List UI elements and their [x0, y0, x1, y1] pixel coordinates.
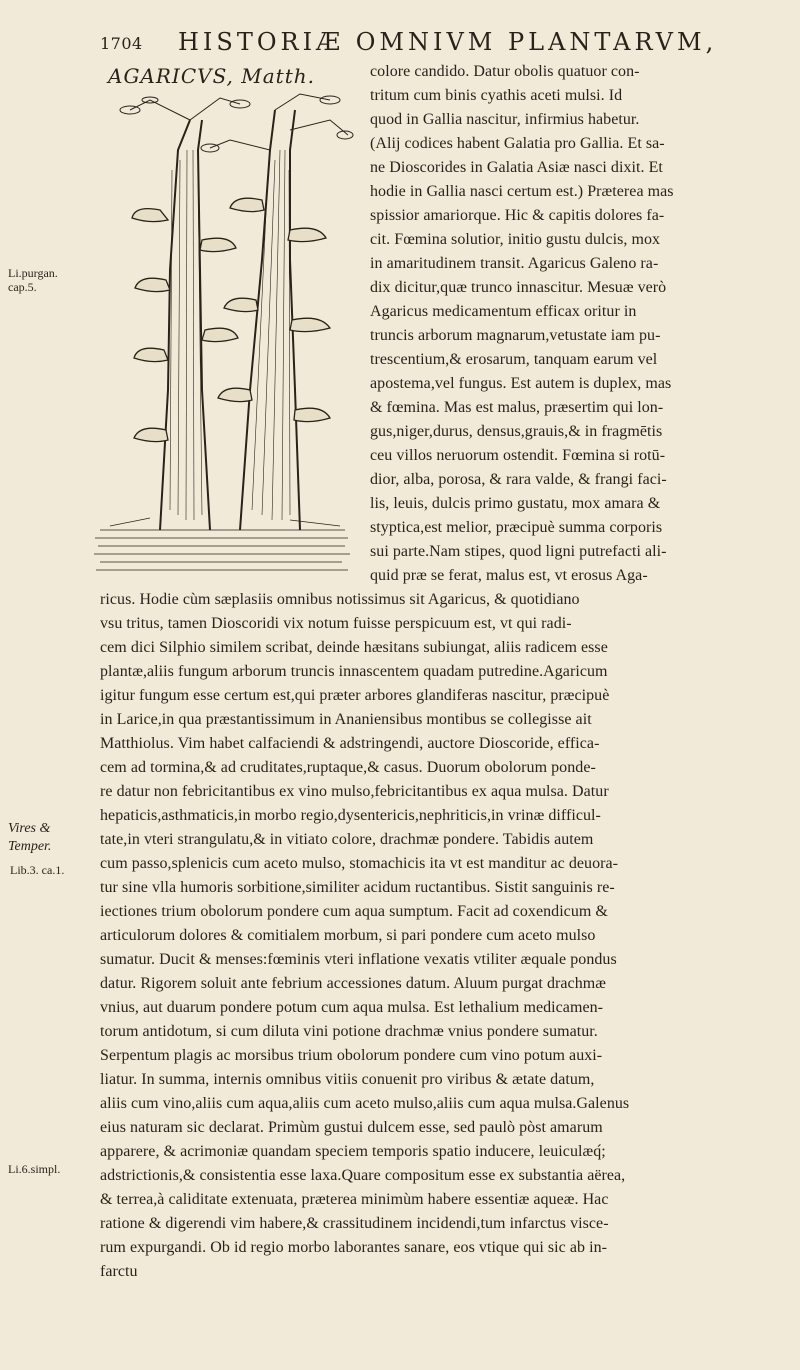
margin-note-line: cap.5. [8, 280, 37, 294]
text-line: tur sine vlla humoris sorbitione,similiter acidum ructantibus. Sistit sanguinis re- [100, 879, 615, 896]
text-line: cem ad tormina,& ad cruditates,ruptaque,& casus. Duorum obolorum ponde- [100, 759, 596, 776]
text-line: quod in Gallia nascitur, infirmius habetur. [370, 111, 640, 128]
margin-note-vires [8, 820, 51, 856]
text-line: quid præ se ferat, malus est, vt erosus Aga- [370, 567, 648, 584]
text-line: cum passo,splenicis cum aceto mulso, stomachicis ita vt est manditur ac deuora- [100, 855, 619, 872]
margin-note-li-purgan [8, 266, 58, 294]
text-line: styptica,est melior, præcipuè summa corporis [370, 519, 663, 536]
text-line: datur. Rigorem soluit ante febrium accessiones datum. Aluum purgat drachmæ [100, 975, 606, 992]
text-line: ricus. Hodie cùm sæplasiis omnibus notissimus sit Agaricus, & quotidiano [100, 591, 580, 608]
text-line: rum expurgandi. Ob id regio morbo laborantes sanare, eos vtique qui sic ab in- [100, 1239, 608, 1256]
text-line: & terrea,à caliditate extenuata, præterea minimùm habere essentiæ aqueæ. Hac [100, 1191, 609, 1208]
text-line: trescentium,& erosarum, tanquam earum vel [370, 351, 658, 368]
text-line: ratione & digerendi vim habere,& crassitudinem incidendi,tum infarctus visce- [100, 1215, 609, 1232]
text-line: sui parte.Nam stipes, quod ligni putrefacti ali- [370, 543, 667, 560]
text-line: (Alij codices habent Galatia pro Gallia. Et sa- [370, 135, 665, 152]
text-line: dix dicitur,quæ trunco innascitur. Mesuæ verò [370, 279, 667, 296]
text-line: vnius, aut duarum pondere potum cum aqua mulsa. Est lethalium medicamen- [100, 999, 604, 1016]
margin-note-line: Temper. [8, 839, 52, 854]
text-line: aliis cum vino,aliis cum aqua,aliis cum aceto mulso,aliis cum aqua mulsa.Galenus [100, 1095, 630, 1112]
bracket-fungi [132, 198, 330, 441]
running-head: HISTORIÆ OMNIVM PLANTARVM, [178, 28, 718, 56]
text-line: plantæ,aliis fungum arborum truncis innascentem quadam putredine.Agaricum [100, 663, 608, 680]
text-line: ceu villos neruorum ostendit. Fœmina si rotū- [370, 447, 666, 464]
text-line: & fœmina. Mas est malus, præsertim qui lon- [370, 399, 664, 416]
text-line: torum antidotum, si cum diluta vini potione drachmæ vnius pondere sumatur. [100, 1023, 598, 1040]
margin-note-li6: Li.6.simpl. [8, 1162, 61, 1176]
text-line: gus,niger,durus, densus,grauis,& in fragmētis [370, 423, 663, 440]
page-number: 1704 [100, 34, 143, 53]
text-line: in amaritudinem transit. Agaricus Galeno ra- [370, 255, 659, 272]
text-line: iectiones trium obolorum pondere cum aqua sumptum. Facit ad coxendicum & [100, 903, 608, 920]
left-trunk [160, 120, 210, 530]
margin-note-line: Li.purgan. [8, 266, 58, 280]
text-line: igitur fungum esse certum est,qui præter arbores glandiferas nascitur, præcipuè [100, 687, 610, 704]
text-line: eius naturam sic declarat. Primùm gustui dulcem esse, sed paulò pòst amarum [100, 1119, 603, 1136]
text-line: Serpentum plagis ac morsibus trium obolorum pondere cum vino potum auxi- [100, 1047, 603, 1064]
text-line: ne Dioscorides in Galatia Asiæ nasci dixit. Et [370, 159, 663, 176]
text-line: cem dici Silphio similem scribat, deinde hæsitans subiungat, aliis radicem esse [100, 639, 608, 656]
right-trunk [240, 110, 300, 530]
text-line: spissior amariorque. Hic & capitis dolores fa- [370, 207, 665, 224]
text-line: adstrictionis,& consistentia esse laxa.Quare compositum esse ex substantia aërea, [100, 1167, 626, 1184]
ground-hatching [94, 518, 350, 570]
text-line: vsu tritus, tamen Dioscoridi vix notum fuisse perspicuum est, vt qui radi- [100, 615, 572, 632]
text-line: hodie in Gallia nasci certum est.) Præterea mas [370, 183, 674, 200]
text-line: cit. Fœmina solutior, initio gustu dulcis, mox [370, 231, 661, 248]
foliage [120, 94, 353, 152]
text-line: tritum cum binis cyathis aceti mulsi. Id [370, 87, 623, 104]
text-line: sumatur. Ducit & menses:fœminis vteri inflatione vexatis vtiliter æquale pondus [100, 951, 617, 968]
figure-caption: AGARICVS, Matth. [108, 64, 315, 88]
text-line: farctu [100, 1263, 138, 1280]
text-line: liatur. In summa, internis omnibus vitiis conuenit pro viribus & ætate datum, [100, 1071, 595, 1088]
margin-note-line: Vires & [8, 821, 51, 836]
text-line: re datur non febricitantibus ex vino mulso,febricitantibus ex aqua mulsa. Datur [100, 783, 609, 800]
margin-note-lib3: Lib.3. ca.1. [10, 863, 65, 877]
text-line: truncis arborum magnarum,vetustate iam pu- [370, 327, 661, 344]
text-line: lis, leuis, dulcis primo gustatu, mox amara & [370, 495, 661, 512]
agaricus-woodcut-illustration [90, 90, 355, 580]
text-line: colore candido. Datur obolis quatuor con- [370, 63, 640, 80]
text-line: Matthiolus. Vim habet calfaciendi & adstringendi, auctore Dioscoride, effica- [100, 735, 600, 752]
text-line: tate,in vteri strangulatu,& in vitiato colore, drachmæ pondere. Tabidis autem [100, 831, 594, 848]
text-line: dior, alba, porosa, & rara valde, & frangi faci- [370, 471, 667, 488]
text-line: hepaticis,asthmaticis,in morbo regio,dysentericis,nephriticis,in vrinæ difficul- [100, 807, 601, 824]
text-line: articulorum dolores & comitialem morbum, si pari pondere cum aceto mulso [100, 927, 596, 944]
text-line: in Larice,in qua præstantissimum in Ananiensibus montibus se collegisse ait [100, 711, 592, 728]
text-line: apostema,vel fungus. Est autem is duplex, mas [370, 375, 672, 392]
text-line: apparere, & acrimoniæ quandam speciem temporis spatio inducere, leuiculæq́; [100, 1143, 606, 1160]
text-line: Agaricus medicamentum efficax oritur in [370, 303, 637, 320]
